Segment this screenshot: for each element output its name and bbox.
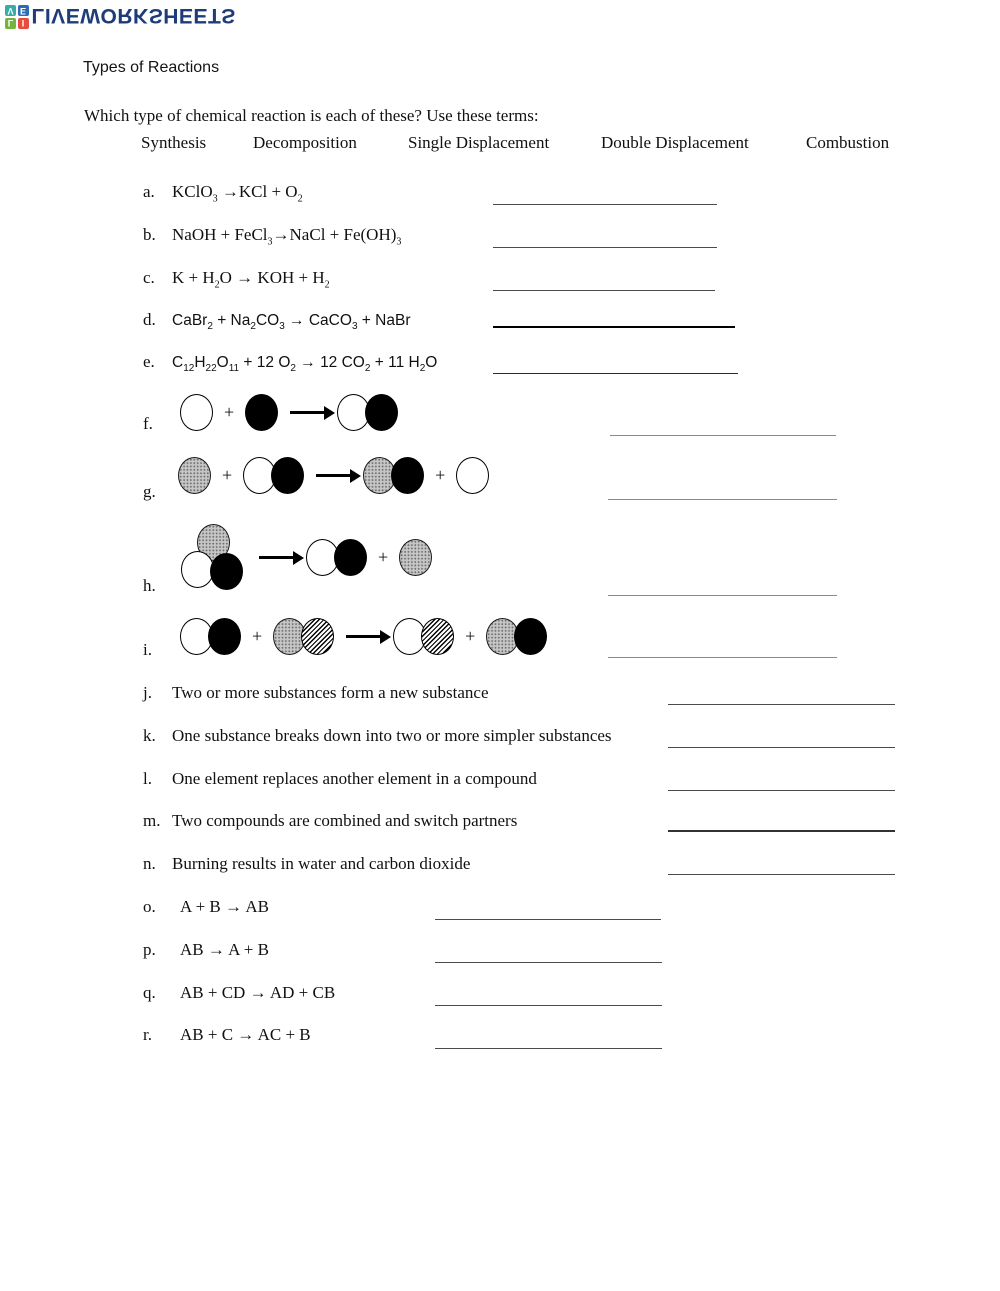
answer-blank-a[interactable] xyxy=(493,204,717,205)
item-p xyxy=(143,940,269,960)
item-letter: e. xyxy=(143,352,155,371)
logo-square-teal: V xyxy=(5,5,16,16)
molecule xyxy=(486,618,547,655)
black-atom xyxy=(365,394,398,431)
logo-square-red: I xyxy=(18,18,29,29)
liveworksheets-logo[interactable] xyxy=(5,2,236,29)
answer-blank-d[interactable] xyxy=(493,326,735,328)
item-text: Two compounds are combined and switch partners xyxy=(172,811,518,830)
item-g-diagram xyxy=(178,457,489,494)
hatch-atom xyxy=(301,618,334,655)
item-text: One substance breaks down into two or more simpler substances xyxy=(172,726,612,745)
item-j xyxy=(143,683,489,703)
item-letter-h: h. xyxy=(143,576,156,595)
gray-atom xyxy=(399,539,432,576)
molecule xyxy=(306,539,367,576)
item-letter: b. xyxy=(143,225,156,244)
black-atom xyxy=(245,394,278,431)
black-atom xyxy=(334,539,367,576)
item-n xyxy=(143,854,470,874)
item-equation: $K + H_2O$ → KOH + $H_2$ xyxy=(172,268,330,291)
plus-sign: + xyxy=(222,465,233,485)
logo-grid-icon xyxy=(5,5,29,29)
item-m xyxy=(143,811,517,831)
molecule-3 xyxy=(181,524,247,591)
black-atom xyxy=(208,618,241,655)
answer-blank-m[interactable] xyxy=(668,830,895,832)
arrow-icon xyxy=(346,635,381,638)
item-text: Two or more substances form a new substance xyxy=(172,683,489,702)
plus-sign: + xyxy=(435,465,446,485)
molecule xyxy=(180,618,241,655)
item-i-diagram xyxy=(180,618,547,655)
item-letter: k. xyxy=(143,726,156,745)
answer-blank-c[interactable] xyxy=(493,290,715,291)
item-r xyxy=(143,1025,311,1045)
plus-sign: + xyxy=(252,626,263,646)
molecule xyxy=(273,618,334,655)
answer-blank-p[interactable] xyxy=(435,962,662,963)
black-atom xyxy=(514,618,547,655)
item-letter: p. xyxy=(143,940,156,959)
item-equation: CaBr$_2$ + $Na_2CO_3$ → CaCO$_3$ + NaBr xyxy=(172,312,411,333)
item-equation: AB → A + B xyxy=(180,940,269,959)
item-equation: A + B → AB xyxy=(180,897,269,916)
item-h-diagram xyxy=(181,524,432,591)
answer-blank-i[interactable] xyxy=(608,657,837,658)
black-atom xyxy=(210,553,243,590)
item-letter: n. xyxy=(143,854,156,873)
hatch-atom xyxy=(421,618,454,655)
answer-blank-r[interactable] xyxy=(435,1048,662,1049)
answer-blank-e[interactable] xyxy=(493,373,738,374)
item-equation: KClO$_3$ $\to KCl + O_2$ xyxy=(172,182,303,205)
logo-text: LIVEWORKSHEETS xyxy=(31,4,236,27)
molecule xyxy=(243,457,304,494)
item-d xyxy=(143,310,411,333)
item-text: Burning results in water and carbon dioxide xyxy=(172,854,471,873)
item-letter: o. xyxy=(143,897,156,916)
item-letter-f: f. xyxy=(143,414,153,433)
molecule xyxy=(337,394,398,431)
plus-sign: + xyxy=(465,626,476,646)
item-letter: c. xyxy=(143,268,155,287)
answer-blank-n[interactable] xyxy=(668,874,895,875)
white-atom xyxy=(180,394,213,431)
item-letter: j. xyxy=(143,683,152,702)
white-atom xyxy=(456,457,489,494)
instructions-text: Which type of chemical reaction is each of these? Use these terms: xyxy=(84,106,539,125)
item-l xyxy=(143,769,537,789)
molecule xyxy=(363,457,424,494)
item-letter-g: g. xyxy=(143,482,156,501)
item-c xyxy=(143,268,330,291)
logo-square-green: L xyxy=(5,18,16,29)
page-title: Types of Reactions xyxy=(83,59,220,76)
item-o xyxy=(143,897,269,917)
item-letter: l. xyxy=(143,769,152,788)
item-letter: d. xyxy=(143,310,156,329)
term-decomposition: Decomposition xyxy=(253,133,357,152)
answer-blank-b[interactable] xyxy=(493,247,717,248)
item-f-diagram xyxy=(180,394,398,431)
black-atom xyxy=(391,457,424,494)
arrow-icon xyxy=(259,556,294,559)
term-combustion: Combustion xyxy=(806,133,890,152)
term-synthesis: Synthesis xyxy=(141,133,207,152)
plus-sign: + xyxy=(378,547,389,567)
answer-blank-o[interactable] xyxy=(435,919,661,920)
term-double-displacement: Double Displacement xyxy=(601,133,749,152)
item-q xyxy=(143,983,335,1003)
item-letter: r. xyxy=(143,1025,152,1044)
item-e xyxy=(143,352,438,375)
item-a xyxy=(143,182,303,205)
answer-blank-j[interactable] xyxy=(668,704,895,705)
logo-square-blue: E xyxy=(18,5,29,16)
gray-atom xyxy=(178,457,211,494)
arrow-icon xyxy=(290,411,325,414)
answer-blank-q[interactable] xyxy=(435,1005,662,1006)
molecule xyxy=(393,618,454,655)
item-letter: a. xyxy=(143,182,155,201)
item-letter: q. xyxy=(143,983,156,1002)
black-atom xyxy=(271,457,304,494)
item-letter-i: i. xyxy=(143,640,152,659)
plus-sign: + xyxy=(224,402,235,422)
answer-blank-h[interactable] xyxy=(608,595,837,596)
item-letter: m. xyxy=(143,811,161,830)
item-equation: NaOH + FeCl$_3$→NaCl + $Fe(OH)_3$ xyxy=(172,225,402,248)
item-equation: AB + CD → AD + CB xyxy=(180,983,336,1002)
item-equation: $C_{12}H_{22}O_{11} + 12$ $O_2 \to 12$ $CO_2 + 11$ $H_2O$ xyxy=(172,354,438,375)
term-single-displacement: Single Displacement xyxy=(408,133,550,152)
answer-blank-l[interactable] xyxy=(668,790,895,791)
item-equation: AB + C → AC + B xyxy=(180,1025,311,1044)
arrow-icon xyxy=(316,474,351,477)
answer-blank-g[interactable] xyxy=(608,499,837,500)
item-b xyxy=(143,225,402,248)
answer-blank-f[interactable] xyxy=(610,435,836,436)
answer-blank-k[interactable] xyxy=(668,747,895,748)
item-k xyxy=(143,726,612,746)
item-text: One element replaces another element in a compound xyxy=(172,769,537,788)
